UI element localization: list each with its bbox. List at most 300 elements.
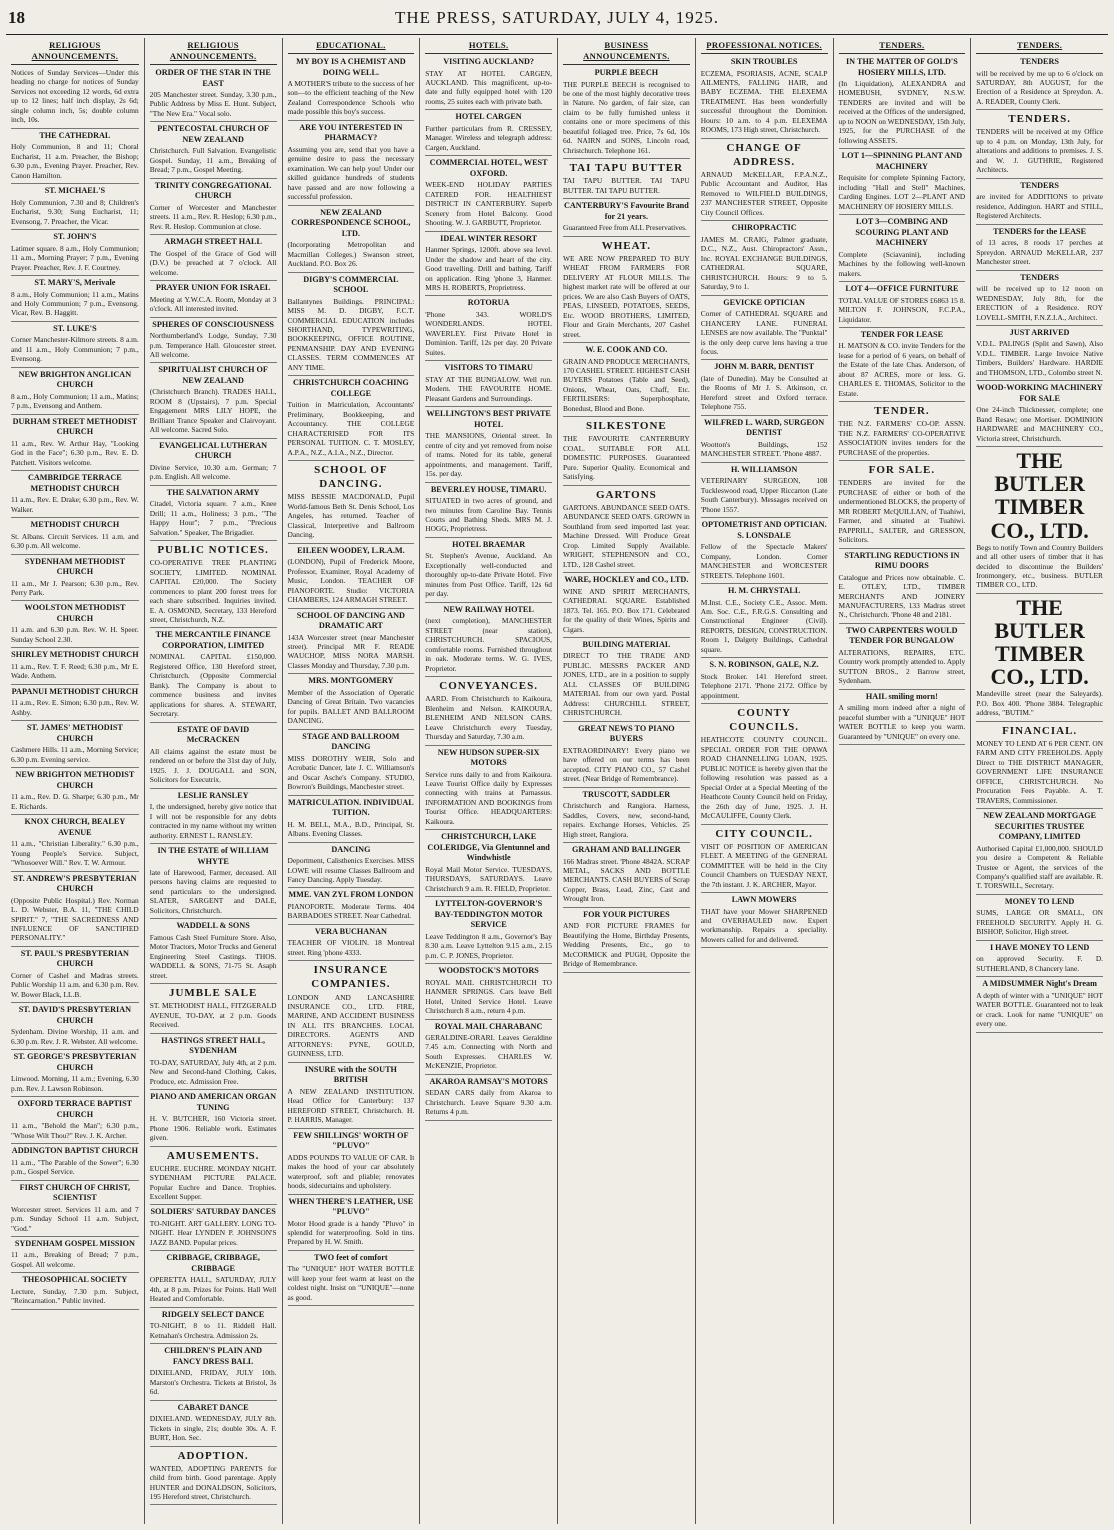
advertisement xyxy=(701,520,828,584)
ad-body-text: STAY AT THE BUNGALOW. Well run. Modern. THE FAVOURITE HOME. Pleasant Gardens and Surroundings. xyxy=(425,374,552,403)
advertisement xyxy=(976,328,1103,381)
ad-heading: SYDENHAM METHODIST CHURCH xyxy=(24,556,126,577)
ad-heading: ROTORUA xyxy=(467,298,510,308)
ad-heading: S. N. ROBINSON, GALE, N.Z. xyxy=(709,660,819,670)
ad-heading: NEW ZEALAND MORTGAGE SECURITIES TRUSTEE COMPANY, LIMITED xyxy=(983,811,1097,842)
advertisement xyxy=(425,409,552,482)
advertisement xyxy=(11,1146,139,1180)
advertisement xyxy=(563,724,690,788)
ad-body-text: Hanmer Springs, 1200ft. above sea level. Under the shadow and heart of the city. Good travelling. Drill and bathing. Tariff on application. Ring 'phone 3, Hanmer. MRS H. ROBERTS, Proprietress. xyxy=(425,245,552,292)
ad-heading: SPHERES OF CONSCIOUSNESS xyxy=(152,319,274,329)
ad-body-text: TO-DAY, SATURDAY, July 4th, at 2 p.m. New and Second-hand Clothing, Cakes, Produce, etc. Admission Free. xyxy=(149,1057,277,1086)
ad-heading: ST. PAUL'S PRESBYTERIAN CHURCH xyxy=(20,948,129,969)
advertisement xyxy=(11,650,139,684)
advertisement xyxy=(150,921,277,984)
ad-body-text: HEATHCOTE COUNTY COUNCIL. SPECIAL ORDER FOR THE OPAWA ROAD CHANNELLING LOAN, 1925. PUBLIC NOTICE is hereby given that the following resolution was passed as a Special Order at a Special Meeting of the Heathcote County Council held on Friday, the 26th day of June, 1925. J. H. McCAULIFFE, County Clerk. xyxy=(700,735,828,821)
ad-heading: TWO CARPENTERS WOULD TENDER FOR BUNGALOW xyxy=(846,625,958,646)
ad-body-text: CO-OPERATIVE TREE PLANTING SOCIETY, LIMITED. NOMINAL CAPITAL £20,000. The Society commences to plant 200 forest trees for each share subscribed. Inquiries invited. E. A. OSMOND, Secretary, 133 Hereford street, Christchurch, N.Z. xyxy=(149,558,277,625)
ad-body-text: V.D.L. PALINGS (Split and Sawn), Also V.D.L. TIMBER. Large Invoice Native Timbers, Builders' Hardware. HARDIE and THOMSON, LTD., Colombo street N. xyxy=(976,339,1103,377)
ad-body-text: AARD. From Christchurch to Kaikoura, Blenheim and Nelson. KAIKOURA, BLENHEIM AND NELSON CARS. Leave Christchurch every Tuesday, Thursday and Saturday, 7.30 a.m. xyxy=(425,694,552,742)
ad-heading: SCHOOL OF DANCING AND DRAMATIC ART xyxy=(296,610,405,630)
newspaper-columns xyxy=(6,38,1108,1524)
advertisement xyxy=(425,112,552,156)
ad-heading: CHRISTCHURCH COACHING COLLEGE xyxy=(292,378,409,398)
column-5 xyxy=(557,38,695,1524)
ad-heading: JUST ARRIVED xyxy=(1009,327,1070,337)
ad-body-text: TO-NIGHT. ART GALLERY. LONG TO-NIGHT. Hear LYNDEN P. JOHNSON'S JAZZ BAND. Popular prices. xyxy=(149,1218,277,1247)
ad-body-text: Guaranteed Free from ALL Preservatives. xyxy=(563,223,687,233)
advertisement xyxy=(425,966,552,1019)
ad-body-text: DIRECT TO THE TRADE AND PUBLIC. MESSRS PACKER AND JONES, LTD., are in a position to supply ALL CLASSES OF BUILDING MATERIAL from our own yard. Postal Address: CHURCHILL STREET, CHRISTCHURCH. xyxy=(563,651,690,718)
newspaper-masthead-title: THE PRESS, SATURDAY, JULY 4, 1925. xyxy=(394,8,720,27)
ad-heading: WHEAT. xyxy=(601,239,652,252)
ad-heading: VISITING AUCKLAND? xyxy=(443,57,534,66)
advertisement xyxy=(11,520,139,554)
advertisement xyxy=(839,57,966,149)
advertisement xyxy=(11,131,139,184)
advertisement xyxy=(701,223,828,295)
advertisement xyxy=(425,832,552,897)
advertisement xyxy=(150,543,277,628)
advertisement xyxy=(976,897,1103,941)
ad-heading: HOTEL CARGEN xyxy=(455,112,522,122)
masthead-rule xyxy=(6,34,1108,35)
ad-heading: JUMBLE SALE xyxy=(168,987,258,1000)
ad-heading: THE CATHEDRAL xyxy=(39,130,111,140)
ad-body-text: Northumberland's Lodge, Sunday, 7.30 p.m. Temperance Hall. Gloucester street. All welcome. xyxy=(149,331,277,359)
ad-heading: LOT 4—OFFICE FURNITURE xyxy=(845,284,959,294)
ad-heading: H. M. CHRYSTALL xyxy=(727,586,801,595)
ad-body-text: 8 a.m., Holy Communion; 11 a.m., Matins; 7 p.m., Evensong and Anthem. xyxy=(11,391,139,411)
ad-body-text: (next completion), MANCHESTER STREET (near station), CHRISTCHURCH. SPACIOUS, comfortable rooms. Furnished throughout in oak. Moderate terms. W. G. IVES, Proprietor. xyxy=(425,616,552,673)
ad-heading: BEVERLEY HOUSE, TIMARU. xyxy=(430,484,547,494)
advertisement xyxy=(288,378,415,461)
ad-body-text: I, the undersigned, hereby give notice that I will not be responsible for any debts contracted in my name without my written authority. ERNEST L. RANSLEY. xyxy=(149,802,277,840)
advertisement xyxy=(976,724,1103,809)
ad-heading: WILFRED L. WARD, SURGEON DENTIST xyxy=(704,417,825,438)
ad-heading: WELLINGTON'S BEST PRIVATE HOTEL xyxy=(426,409,551,429)
advertisement xyxy=(701,418,828,463)
advertisement xyxy=(976,57,1103,110)
ad-body-text: DIXIELAND, FRIDAY, JULY 10th. Marston's Orchestra. Tickets at Bristol, 3s 6d. xyxy=(149,1368,277,1397)
ad-body-text: Holy Communion, 7.30 and 8; Children's Eucharist, 9.30; Sung Eucharist, 11; Evensong, 7. Preacher, the Vicar. xyxy=(11,197,139,226)
ad-body-text: The Gospel of the Grace of God will (D.V.) be preached at 7 o'clock. All welcome. xyxy=(149,248,277,277)
advertisement xyxy=(150,1310,277,1344)
ad-body-text: late of Harewood, Farmer, deceased. All persons having claims are requested to send particulars to the undersigned. SLATER, SARGENT and DALE, Solicitors, Christchurch. xyxy=(149,868,277,915)
advertisement xyxy=(288,57,415,121)
ad-heading: METHODIST CHURCH xyxy=(30,520,120,530)
ad-heading: FOR SALE. xyxy=(868,464,936,477)
ad-heading: EILEEN WOODEY, L.R.A.M. xyxy=(297,545,405,555)
advertisement xyxy=(150,365,277,438)
ad-body-text: Worcester street. Services 11 a.m. and 7 p.m. Sunday School 11 a.m. Subject, "God." xyxy=(11,1204,139,1233)
column-heading: RELIGIOUS ANNOUNCEMENTS. xyxy=(150,38,277,65)
ad-heading: OPTOMETRIST AND OPTICIAN. S. LONSDALE xyxy=(701,520,827,540)
ad-body-text: VETERINARY SURGEON, 108 Tuckleswood road, Upper Riccarton (Late South Canterbury). Messages received on 'Phone 1557. xyxy=(700,476,828,514)
ad-heading: COUNTY COUNCILS. xyxy=(729,707,800,734)
advertisement xyxy=(563,239,690,343)
ad-heading: FINANCIAL. xyxy=(1002,724,1078,737)
ad-body-text: ROYAL MAIL CHRISTCHURCH TO HANMER SPRINGS. Cars leave Bell Hotel, United Service Hotel. Leave Christchurch 8 a.m., return 4 p.m. xyxy=(425,977,552,1016)
ad-heading: ST. LUKE'S xyxy=(53,323,97,333)
ad-body-text: 11 a.m., Rev. D. G. Sharpe; 6.30 p.m., Mr E. Richards. xyxy=(11,792,139,811)
ad-heading: ST. MARY'S, Merivale xyxy=(34,278,116,287)
advertisement xyxy=(11,949,139,1003)
ad-heading: WHEN THERE'S LEATHER, USE "PLUVO" xyxy=(288,1196,414,1217)
advertisement xyxy=(288,1131,415,1195)
advertisement xyxy=(150,124,277,178)
ad-body-text: 11 a.m. and 6.30 p.m. Rev. W. H. Speer. Sunday School 2.30. xyxy=(11,625,139,644)
ad-body-text: WANTED, ADOPTING PARENTS for child from birth. Good parentage. Apply HUNTER and DONALDSON, Solicitors, 195 Hereford street, Christchurch. xyxy=(149,1463,277,1501)
advertisement xyxy=(839,404,966,461)
ad-heading: PAPANUI METHODIST CHURCH xyxy=(11,686,139,696)
ad-body-text: AND FOR PICTURE FRAMES for Beautifying the Home, Birthday Presents, Wedding Presents, Etc., go to McCORMICK and PUGH, Opposite the Bridge of Remembrance. xyxy=(563,921,690,969)
ad-heading: ST. DAVID'S PRESBYTERIAN CHURCH xyxy=(18,1005,132,1025)
ad-body-text: Latimer square. 8 a.m., Holy Communion; 11 a.m., Morning Prayer; 7 p.m., Evening Prayer. Preacher, Rev. J. F. Courtney. xyxy=(11,243,139,272)
advertisement xyxy=(11,1239,139,1273)
ad-body-text: H. V. BUTCHER, 160 Victoria street. Phone 1906. Reliable work. Estimates given. xyxy=(149,1114,277,1143)
advertisement xyxy=(701,465,828,518)
ad-body-text: Corner of CATHEDRAL SQUARE and CHANCERY LANE. FUNERAL LENSES are now available. The "Punktal" is the only deep curve lens having a true focus. xyxy=(700,309,828,356)
ad-heading: COMMERCIAL HOTEL, WEST OXFORD. xyxy=(429,158,548,178)
ad-body-text: NOMINAL CAPITAL £150,000. Registered Office, 130 Hereford street, Christchurch. (Opposite Commercial Bank). The Company is about to commence business and invites applications for shares. A. STEWART, Secretary. xyxy=(149,652,277,719)
advertisement xyxy=(288,611,415,675)
ad-body-text: Stock Broker. 141 Hereford street. Telephone 2171. 'Phone 2172. Office by appointment. xyxy=(700,671,828,700)
advertisement xyxy=(425,234,552,297)
ad-body-text: (In Liquidation), ALEXANDRA and HOMEBUSH, SYDNEY, N.S.W. TENDERS are invited and will be received at the Offices of the undersigned, up to NOON on WEDNESDAY, 15th July, 1925, for the PURCHASE of the following ASSETS. xyxy=(838,79,966,145)
ad-heading: LESLIE RANSLEY xyxy=(177,790,249,800)
advertisement xyxy=(11,1052,139,1097)
advertisement xyxy=(11,1183,139,1237)
advertisement xyxy=(563,419,690,485)
ad-heading: TENDER FOR LEASE xyxy=(860,329,944,339)
ad-heading: TRINITY CONGREGATIONAL CHURCH xyxy=(154,180,272,201)
ad-body-text: THE PURPLE BEECH is recognised to be one of the most highly decorative trees in Nature. No garden, of fair size, can claim to be fully furnished unless it contains one or more specimens of this beautiful foliaged tree. Price, 7s 6d, 10s 6d. NAIRN and SONS, Lincoln road, Christchurch. Telephone 161. xyxy=(563,79,690,155)
advertisement xyxy=(288,546,415,609)
advertisement xyxy=(11,278,139,322)
ad-heading: KNOX CHURCH, BEALEY AVENUE xyxy=(24,817,126,837)
ad-body-text: Member of the Association of Operatic Dancing of Great Britain. Two vacancies for pupils. BALLET AND BALLROOM DANCING. xyxy=(287,687,415,726)
advertisement xyxy=(425,679,552,745)
ad-heading: GREAT NEWS TO PIANO BUYERS xyxy=(578,723,675,744)
ad-body-text: SUMS, LARGE OR SMALL, ON FREEHOLD SECURITY. Apply H. G. BISHOP, Solicitor, High street. xyxy=(976,908,1103,937)
advertisement xyxy=(701,57,828,139)
advertisement xyxy=(11,603,139,648)
advertisement xyxy=(150,986,277,1033)
column-4 xyxy=(419,38,557,1524)
advertisement xyxy=(11,417,139,471)
advertisement xyxy=(976,596,1103,722)
column-heading: PROFESSIONAL NOTICES. xyxy=(701,38,828,54)
ad-heading: INSURE with the SOUTH BRITISH xyxy=(304,1064,397,1085)
ad-heading: VERA BUCHANAN xyxy=(314,926,387,936)
ad-body-text: Meeting at Y.W.C.A. Room, Monday at 3 o'clock. All interested invited. xyxy=(149,294,277,314)
ad-body-text: Famous Cash Steel Furniture Store. Also, Motor Tractors, Motor Trucks and General Engineering Steel Castings. THOS. WADDELL & SONS, 71-75 St. Asaph street. xyxy=(149,932,277,980)
ad-heading: MY BOY IS A CHEMIST AND DOING WELL. xyxy=(296,57,406,77)
ad-heading: MATRICULATION. INDIVIDUAL TUITION. xyxy=(288,797,414,818)
advertisement xyxy=(11,874,139,947)
advertisement xyxy=(150,846,277,919)
ad-heading: LAWN MOWERS xyxy=(731,895,797,905)
ad-body-text: A NEW ZEALAND INSTITUTION. Head Office for Canterbury: 137 HEREFORD STREET, Christchurch. H. P. HARRIS, Manager. xyxy=(287,1086,415,1125)
ad-body-text: TO-NIGHT, 8 to 11. Riddell Hall. Ketnahan's Orchestra. Admission 2s. xyxy=(149,1321,277,1340)
advertisement xyxy=(701,586,828,658)
ad-body-text: EUCHRE. EUCHRE. MONDAY NIGHT. SYDENHAM PICTURE PALACE. Popular Euchre and Dance. Trophies. Excellent Supper. xyxy=(149,1163,277,1201)
ad-body-text: Deportment, Calisthenics Exercises. MISS LOWE will resume Classes Ballroom and Fancy Dancing. Apply Tuesday. xyxy=(287,856,415,884)
ad-body-text: Corner of Worcester and Manchester streets. 11 a.m., Rev. R. Heslop; 6.30 p.m., Rev. R. Heslop. Communion at close. xyxy=(149,202,277,231)
ad-heading: CITY COUNCIL. xyxy=(715,827,813,840)
advertisement xyxy=(11,232,139,276)
advertisement xyxy=(839,626,966,690)
ad-body-text: will be received by me up to 6 o'clock on SATURDAY, 8th AUGUST, for the Erection of a Residence at Spreydon. A. A. READER, County Clerk. xyxy=(976,68,1103,106)
ad-heading: STAGE AND BALLROOM DANCING xyxy=(302,731,400,752)
ad-heading: W. E. COOK AND CO. xyxy=(585,345,668,355)
ad-body-text: Service runs daily to and from Kaikoura. Leave Tourist Office daily by Expresses connecting with trains at Parnassus. INFORMATION AND BOOKINGS from Tourist Office. HEADQUARTERS: Kaikoura. xyxy=(425,769,552,826)
advertisement xyxy=(839,330,966,402)
ad-body-text: Cashmere Hills. 11 a.m., Morning Service; 6.30 p.m. Evening service. xyxy=(11,745,139,764)
column-6 xyxy=(695,38,833,1524)
ad-body-text: 166 Madras street. 'Phone 4842A. SCRAP METAL, SACKS AND BOTTLE MERCHANTS. CASH BUYERS of Scrap Copper, Brass, Lead, Zinc, Cast and Wrought Iron. xyxy=(563,856,690,904)
ad-heading: SILKESTONE xyxy=(586,420,667,433)
ad-heading: NEW RAILWAY HOTEL xyxy=(443,604,534,614)
advertisement xyxy=(425,605,552,677)
column-heading: TENDERS. xyxy=(839,38,966,54)
ad-heading: CHILDREN'S PLAIN AND FANCY DRESS BALL xyxy=(164,1346,263,1366)
ad-heading: TRUSCOTT, SADDLER xyxy=(582,789,671,799)
advertisement xyxy=(701,706,828,824)
column-heading: EDUCATIONAL. xyxy=(288,38,415,54)
ad-body-text: Christchurch and Rangiora. Harness, Saddles, Covers, new, second-hand, repairs. Exchange Horses, Vehicles. 25 High street, Rangiora. xyxy=(563,801,690,839)
ad-heading: WOOD-WORKING MACHINERY FOR SALE xyxy=(976,383,1103,403)
ad-body-text: Royal Mail Motor Service. TUESDAYS, THURSDAYS, SATURDAYS. Leave Christchurch 9 a.m. R. FIELD, Proprietor. xyxy=(425,864,552,893)
advertisement xyxy=(288,963,415,1062)
ad-heading: WOODSTOCK'S MOTORS xyxy=(438,966,539,976)
advertisement xyxy=(11,370,139,415)
ad-heading: NEW BRIGHTON ANGLICAN CHURCH xyxy=(18,369,132,390)
ad-heading: CHIROPRACTIC xyxy=(731,223,797,233)
advertisement xyxy=(288,890,415,924)
ad-body-text: Linwood. Morning, 11 a.m.; Evening, 6.30 p.m. Rev. J. Lawson Robinson. xyxy=(11,1074,139,1093)
ad-body-text: A MOTHER'S tribute to the success of her son—to the efficient teaching of the New Zealand Correspondence Schools who made possible this boy's success. xyxy=(287,79,415,117)
advertisement xyxy=(976,943,1103,977)
ad-heading: MONEY TO LEND xyxy=(1004,896,1075,906)
advertisement xyxy=(150,1449,277,1506)
advertisement xyxy=(288,463,415,544)
ad-heading: RIDGELY SELECT DANCE xyxy=(161,1309,265,1319)
ad-heading: PIANO AND AMERICAN ORGAN TUNING xyxy=(150,1092,277,1112)
ad-body-text: Divine Service, 10.30 a.m. German; 7 p.m. English. All welcome. xyxy=(149,462,277,482)
ad-body-text: OPERETTA HALL, SATURDAY, JULY 4th, at 8 p.m. Prizes for Points. Hall Well Heated and Comfortable. xyxy=(149,1275,277,1304)
ad-heading: THE MERCANTILE FINANCE CORPORATION, LIMITED xyxy=(155,630,271,650)
ad-heading: HAIL smiling morn! xyxy=(865,691,938,701)
advertisement xyxy=(563,845,690,908)
ad-body-text: SEDAN CARS daily from Akaroa to Christchurch. Leave Square 9.30 a.m. Returns 4 p.m. xyxy=(425,1088,552,1117)
advertisement xyxy=(425,363,552,407)
ad-heading: TENDERS xyxy=(1020,180,1059,190)
ad-body-text: Motor Hood grade is a handy "Pluvo" in splendid for waterproofing. Sold in tins. Prepared by H. W. Smith. xyxy=(287,1218,415,1247)
advertisement xyxy=(425,485,552,538)
ad-heading: TWO feet of comfort xyxy=(314,1252,388,1262)
advertisement xyxy=(288,927,415,961)
ad-heading: TENDERS xyxy=(1020,57,1059,66)
ad-body-text: WE ARE NOW PREPARED TO BUY WHEAT FROM FARMERS FOR DELIVERY AT FLOUR MILLS. The highest market rate will be offered at our prices. We are also Cash Buyers of OATS, PEAS, LINSEED, POTATOES, SEEDS, Etc. WOOD BROTHERS, LIMITED, Flour and Grain Merchants, 207 Cashel street. xyxy=(563,253,690,339)
ad-heading: SPIRITUALIST CHURCH OF NEW ZEALAND xyxy=(158,365,268,385)
ad-body-text: GERALDINE-ORARI. Leaves Geraldine 7.45 a.m. Connecting with North and South Expresses. CHARLES W. McKENZIE, Proprietor. xyxy=(425,1033,552,1071)
ad-body-text: Complete (Sciavanini), including Machines by the following well-known makers. xyxy=(838,249,966,278)
ad-body-text: PIANOFORTE. Moderate Terms. 404 BARBADOES STREET. Near Cathedral. xyxy=(287,901,415,921)
ad-body-text: of 13 acres, 8 roods 17 perches at Spreydon. ARNAUD McKELLAR, 237 Manchester street. xyxy=(976,238,1103,267)
advertisement xyxy=(839,692,966,745)
ad-body-text: Fellow of the Spectacle Makers' Company, London. Corner MANCHESTER and WORCESTER STREETS. Telephone 1601. xyxy=(700,542,828,580)
column-1 xyxy=(6,38,144,1524)
ad-heading: AMUSEMENTS. xyxy=(166,1149,260,1162)
ad-body-text: St. Albans. Circuit Services. 11 a.m. and 6.30 p.m. All welcome. xyxy=(11,531,139,551)
ad-heading: ADOPTION. xyxy=(177,1449,249,1462)
ad-heading: ARMAGH STREET HALL xyxy=(164,237,262,247)
ad-body-text: Wootton's Buildings, 152 MANCHESTER STREET. 'Phone 4887. xyxy=(700,439,828,459)
ad-heading: ST. MICHAEL'S xyxy=(44,186,106,196)
ad-heading: CONVEYANCES. xyxy=(439,680,538,693)
advertisement xyxy=(288,208,415,273)
ad-heading: SOLDIERS' SATURDAY DANCES xyxy=(150,1207,276,1217)
ad-body-text: (Christchurch Branch). TRADES HALL, ROOM 8 (Upstairs), 7 p.m. Special Engagement MRS LILY HOPE, the Brilliant Trance Speaker and Clairvoyant. All welcome. Sacred Solo. xyxy=(149,387,277,435)
advertisement xyxy=(150,320,277,364)
ad-heading: ST. JAMES' METHODIST CHURCH xyxy=(26,723,123,743)
ad-body-text: Mandeville street (near the Saleyards). P.O. Box 400. 'Phone 3884. Telegraphic address, "BUTIM." xyxy=(976,689,1103,718)
ad-body-text: VISIT OF POSITION OF AMERICAN FLEET. A MEETING of the GENERAL COMMITTEE will be held in the City Council Chambers on TUESDAY NEXT, the 7th instant. J. K. ARCHER, Mayor. xyxy=(700,841,828,889)
column-heading: TENDERS. xyxy=(976,38,1103,54)
ad-heading: THE BUTLER TIMBER CO., LTD. xyxy=(990,448,1089,543)
advertisement xyxy=(288,1253,415,1306)
ad-heading: I HAVE MONEY TO LEND xyxy=(989,942,1090,952)
ad-body-text: 11 a.m., Breaking of Bread; 7 p.m., Gospel. All welcome. xyxy=(11,1250,139,1269)
ad-heading: SKIN TROUBLES xyxy=(730,57,798,66)
ad-body-text: The "UNIQUE" HOT WATER BOTTLE will keep your feet warm at least on the coldest night. Insist on "UNIQUE"—none as good. xyxy=(287,1264,415,1302)
ad-body-text: H. MATSON & CO. invite Tenders for the lease for a period of 6 years, on behalf of the Estate of the late Chas. Anderson, of about 87 ACRES, more or less. G. CHARLES E. THOMAS, Solicitor to the Estate. xyxy=(838,341,966,398)
ad-body-text: All claims against the estate must be rendered on or before the 31st day of July, 1925. J. J. DOUGALL and SON, Solicitors for Executrix. xyxy=(149,746,277,785)
advertisement xyxy=(839,151,966,215)
ad-heading: CHANGE OF ADDRESS. xyxy=(726,141,802,168)
ad-body-text: 143A Worcester street (near Manchester street). Principal MR F. READE WAUCHOP, MISS NORA MARSH. Classes Monday and Thursday, 7.30 p.m. xyxy=(287,632,415,670)
ad-body-text: JAMES M. CRAIG, Palmer graduate, D.C., N.Z., Aust. Chiropractors' Assn., Inc. ROYAL EXCHANGE BUILDINGS, CATHEDRAL SQUARE, CHRISTCHURCH. Hours: 9 to 5. Saturday, 9 to 1. xyxy=(700,234,828,292)
advertisement xyxy=(150,1346,277,1400)
advertisement xyxy=(11,1099,139,1144)
ad-body-text: THAT have your Mower SHARPENED and OVERHAULED now. Expert workmanship. Repairs a speciality. Mowers called for and delivered. xyxy=(700,906,828,944)
ad-body-text: LONDON AND LANCASHIRE INSURANCE CO., LTD. FIRE, MARINE, AND ACCIDENT BUSINESS IN ALL ITS BRANCHES. LOCAL DIRECTORS. AGENTS AND ATTORNEYS: PYNE, GOULD, GUINNESS, LTD. xyxy=(287,992,415,1059)
advertisement xyxy=(150,1092,277,1146)
ad-body-text: A depth of winter with a "UNIQUE" HOT WATER BOTTLE. Guaranteed not to leak or crack. Look for name "UNIQUE" on every one. xyxy=(976,990,1103,1029)
ad-body-text: MONEY TO LEND AT 6 PER CENT. ON FARM AND CITY FREEHOLDS. Apply Direct to THE DISTRICT MANAGER, GOVERNMENT LIFE INSURANCE OFFICE, CHRISTCHURCH. No Procuration Fees Payable. A. T. TRAVERS, Commissioner. xyxy=(976,738,1103,805)
ad-body-text: Citadel, Victoria square. 7 a.m., Knee Drill; 11 a.m., Holiness; 3 p.m., "The Happy Hour"; 7 p.m., "Precious Salvation." Speaker, The Brigadier. xyxy=(149,499,277,537)
ad-heading: TENDERS xyxy=(1020,272,1059,282)
advertisement xyxy=(701,298,828,361)
ad-heading: LYTTELTON-GOVERNOR'S BAY-TEDDINGTON MOTOR SERVICE xyxy=(434,899,543,930)
advertisement xyxy=(425,1077,552,1121)
ad-heading: SYDENHAM GOSPEL MISSION xyxy=(14,1238,135,1248)
ad-body-text: Leave Teddington 8 a.m., Governor's Bay 8.30 a.m. Leave Lyttelton 9.15 a.m., 2.15 p.m. C. P. JONES, Proprietor. xyxy=(425,931,552,960)
advertisement xyxy=(11,68,139,129)
ad-heading: PRAYER UNION FOR ISRAEL xyxy=(155,283,271,293)
advertisement xyxy=(839,551,966,624)
advertisement xyxy=(150,1253,277,1307)
ad-heading: OXFORD TERRACE BAPTIST CHURCH xyxy=(17,1099,133,1119)
ad-body-text: WEEK-END HOLIDAY PARTIES CATERED FOR. HEALTHIEST DISTRICT IN CANTERBURY. Superb Scenery from Hotel Balcony. Good Shooting. W. J. GARBUTT, Proprietor. xyxy=(425,180,552,228)
ad-heading: INSURANCE COMPANIES. xyxy=(311,964,391,991)
advertisement xyxy=(150,68,277,122)
advertisement xyxy=(11,1275,139,1309)
ad-body-text: Authorised Capital £1,000,000. SHOULD you desire a Competent & Reliable Trustee or Agent, the services of the Company's qualified staff are available. R. T. TORSWILL, Secretary. xyxy=(976,843,1103,891)
advertisement xyxy=(563,345,690,417)
column-heading: RELIGIOUS ANNOUNCEMENTS. xyxy=(11,38,139,65)
ad-body-text: 205 Manchester street. Sunday, 3.30 p.m., Public Address by Miss E. Hunt. Subject, "The New Era." Vocal solo. xyxy=(149,90,277,118)
ad-body-text: THE FAVOURITE CANTERBURY COAL. SUITABLE FOR ALL DOMESTIC PURPOSES. Guaranteed Pure. Superior Quality. Economical and Satisfying. xyxy=(563,434,690,482)
advertisement xyxy=(976,227,1103,271)
advertisement xyxy=(11,687,139,721)
ad-heading: THE SALVATION ARMY xyxy=(166,487,260,497)
ad-body-text: are invited for ADDITIONS to private residence, Addington. HART and STILL, Registered Architects. xyxy=(976,192,1103,221)
ad-heading: WADDELL & SONS xyxy=(176,921,250,931)
advertisement xyxy=(701,141,828,222)
ad-body-text: 11 a.m., Rev. T. F. Reed; 6.30 p.m., Mr E. Wade. Anthem. xyxy=(11,661,139,681)
advertisement xyxy=(425,540,552,603)
ad-heading: IN THE ESTATE of WILLIAM WHYTE xyxy=(157,846,269,866)
column-3 xyxy=(282,38,420,1524)
ad-body-text: GARTONS. ABUNDANCE SEED OATS. ABUNDANCE SEED OATS. GROWN in Southland from seed imported last year. Machine Dressed. Will Produce Great Crop. Limited Supply Available. WRIGHT, STEPHENSON and CO., LTD., 128 Cashel street. xyxy=(563,502,690,569)
advertisement xyxy=(976,811,1103,895)
advertisement xyxy=(11,1005,139,1050)
ad-body-text: Begs to notify Town and Country Builders and all other users of timber that it has decided to discontinue the Builders' Ironmongery, etc., business. BUTLER TIMBER CO., LTD. xyxy=(976,542,1103,590)
ad-body-text: (late of Dunedin). May be Consulted at the Rooms of Mr J. S. Atkinson, cr. Hereford street and Oxford terrace. Telephone 755. xyxy=(700,373,828,412)
advertisement xyxy=(701,660,828,704)
advertisement xyxy=(425,1022,552,1075)
ad-heading: TENDERS. xyxy=(1008,113,1071,126)
ad-body-text: TAI TAPU BUTTER. TAI TAPU BUTTER. TAI TAPU BUTTER. xyxy=(563,176,690,195)
advertisement xyxy=(563,575,690,638)
ad-body-text: 11 a.m., Mr J. Pearson; 6.30 p.m., Rev. Perry Park. xyxy=(11,578,139,597)
ad-body-text: ADDS POUNDS TO VALUE OF CAR. It makes the hood of your car absolutely waterproof, soft and pliable; renovates hoods, sidecurtains and upholstery. xyxy=(287,1152,415,1191)
ad-body-text: TENDERS will be received at my Office up to 4 p.m. on Monday, 13th July, for alterations and additions to premises. J. S. and W. J. GUTHRIE, Registered Architects. xyxy=(976,127,1103,175)
advertisement xyxy=(150,488,277,541)
ad-body-text: TOTAL VALUE OF STORES £6863 15 8. MILTON F. JOHNSON, F.C.P.A., Liquidator. xyxy=(838,295,966,324)
advertisement xyxy=(150,283,277,317)
ad-body-text: 11 a.m., "The Parable of the Sower"; 6.30 p.m., Gospel Service. xyxy=(11,1157,139,1177)
ad-body-text: St. Stephen's Avenue, Auckland. An Exceptionally well-conducted and thoroughly up-to-date Private Hotel. Five minutes from Post Office. Tariff, 12s 6d per day. xyxy=(425,551,552,599)
ad-body-text: WINE AND SPIRIT MERCHANTS, CATHEDRAL SQUARE. Established 1873. Tel. 165. P.O. Box 171. Celebrated for the quality of their Wines, Spirits and Cigars. xyxy=(563,586,690,634)
column-heading: HOTELS. xyxy=(425,38,552,54)
ad-heading: CANTERBURY'S Favourite Brand for 21 years. xyxy=(563,201,689,221)
ad-body-text: A smiling morn indeed after a night of peaceful slumber with a "UNIQUE" HOT WATER BOTTLE to keep you warm. Guaranteed by "UNIQUE" on every one. xyxy=(838,703,966,741)
advertisement xyxy=(701,895,828,948)
ad-heading: ST. JOHN'S xyxy=(53,232,97,242)
advertisement xyxy=(563,640,690,722)
advertisement xyxy=(150,1036,277,1090)
advertisement xyxy=(288,845,415,889)
ad-body-text: 8 a.m., Holy Communion; 11 a.m., Matins and Holy Communion; 7 p.m., Evensong. Vicar, Rev. B. Haggitt. xyxy=(11,289,139,318)
ad-body-text: (Incorporating Metropolitan and Macmillan Colleges.) Swanson street, Auckland. P.O. Box 26. xyxy=(287,240,415,269)
advertisement xyxy=(288,732,415,796)
advertisement xyxy=(11,324,139,368)
advertisement xyxy=(11,817,139,871)
ad-heading: FOR YOUR PICTURES xyxy=(583,909,670,919)
ad-heading: LOT 1—SPINNING PLANT AND MACHINERY xyxy=(841,151,963,171)
advertisement xyxy=(701,827,828,893)
advertisement xyxy=(150,441,277,486)
advertisement xyxy=(839,463,966,548)
ad-body-text: THE N.Z. FARMERS' CO-OP. ASSN. THE N.Z. FARMERS' CO-OPERATIVE ASSOCIATION invites tenders for the PURCHASE of the properties. xyxy=(838,419,966,457)
ad-body-text: One 24-inch Thicknesser, complete; one Band Resaw; one Mortiser. DOMINION HARDWARE and MACHINERY CO., Victoria street, Christchurch. xyxy=(976,405,1103,443)
ad-heading: IDEAL WINTER RESORT xyxy=(440,233,538,243)
ad-body-text: Catalogue and Prices now obtainable. C. E. OTLEY, LTD., TIMBER MERCHANTS AND JOINERY MANUFACTURERS, 133 Madras street N., Christchurch. 'Phone 48 and 2181. xyxy=(838,572,966,620)
